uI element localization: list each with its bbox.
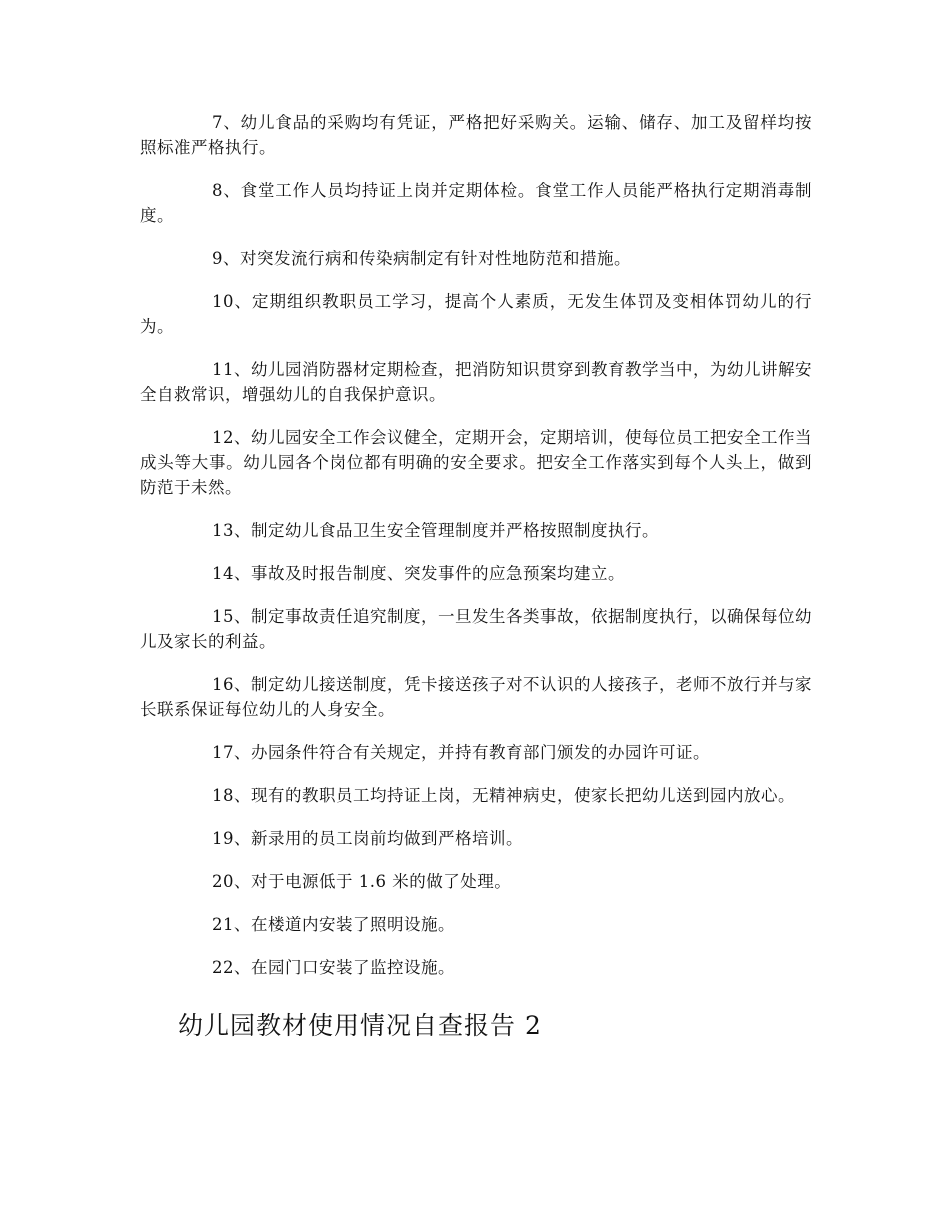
paragraph-14: 14、事故及时报告制度、突发事件的应急预案均建立。 xyxy=(212,564,625,583)
paragraph-16: 16、制定幼儿接送制度，凭卡接送孩子对不认识的人接孩子，老师不放行并与家长联系保证每位幼儿的人身安全。 xyxy=(140,675,812,719)
paragraph-10: 10、定期组织教职员工学习，提高个人素质，无发生体罚及变相体罚幼儿的行为。 xyxy=(140,292,812,336)
paragraph-11: 11、幼儿园消防器材定期检查，把消防知识贯穿到教育教学当中，为幼儿讲解安全自救常识，增强幼儿的自我保护意识。 xyxy=(140,360,812,404)
paragraph-12: 12、幼儿园安全工作会议健全，定期开会，定期培训，使每位员工把安全工作当成头等大事。幼儿园各个岗位都有明确的安全要求。把安全工作落实到每个人头上，做到防范于未然。 xyxy=(140,428,812,497)
paragraph-20: 20、对于电源低于 1.6 米的做了处理。 xyxy=(212,872,512,891)
paragraph-15: 15、制定事故责任追究制度，一旦发生各类事故，依据制度执行，以确保每位幼儿及家长的利益。 xyxy=(140,607,812,651)
section-heading: 幼儿园教材使用情况自查报告 2 xyxy=(178,1011,542,1040)
paragraph-21: 21、在楼道内安装了照明设施。 xyxy=(212,915,455,934)
paragraph-22: 22、在园门口安装了监控设施。 xyxy=(212,958,455,977)
paragraph-19: 19、新录用的员工岗前均做到严格培训。 xyxy=(212,829,523,848)
document-body xyxy=(140,110,812,998)
paragraph-17: 17、办园条件符合有关规定，并持有教育部门颁发的办园许可证。 xyxy=(212,743,710,762)
paragraph-18: 18、现有的教职员工均持证上岗，无精神病史，使家长把幼儿送到园内放心。 xyxy=(212,786,795,805)
paragraph-13: 13、制定幼儿食品卫生安全管理制度并严格按照制度执行。 xyxy=(212,521,659,540)
paragraph-8: 8、食堂工作人员均持证上岗并定期体检。食堂工作人员能严格执行定期消毒制度。 xyxy=(140,181,812,225)
paragraph-7: 7、幼儿食品的采购均有凭证，严格把好采购关。运输、储存、加工及留样均按照标准严格执行。 xyxy=(140,113,812,157)
paragraph-9: 9、对突发流行病和传染病制定有针对性地防范和措施。 xyxy=(212,249,631,268)
